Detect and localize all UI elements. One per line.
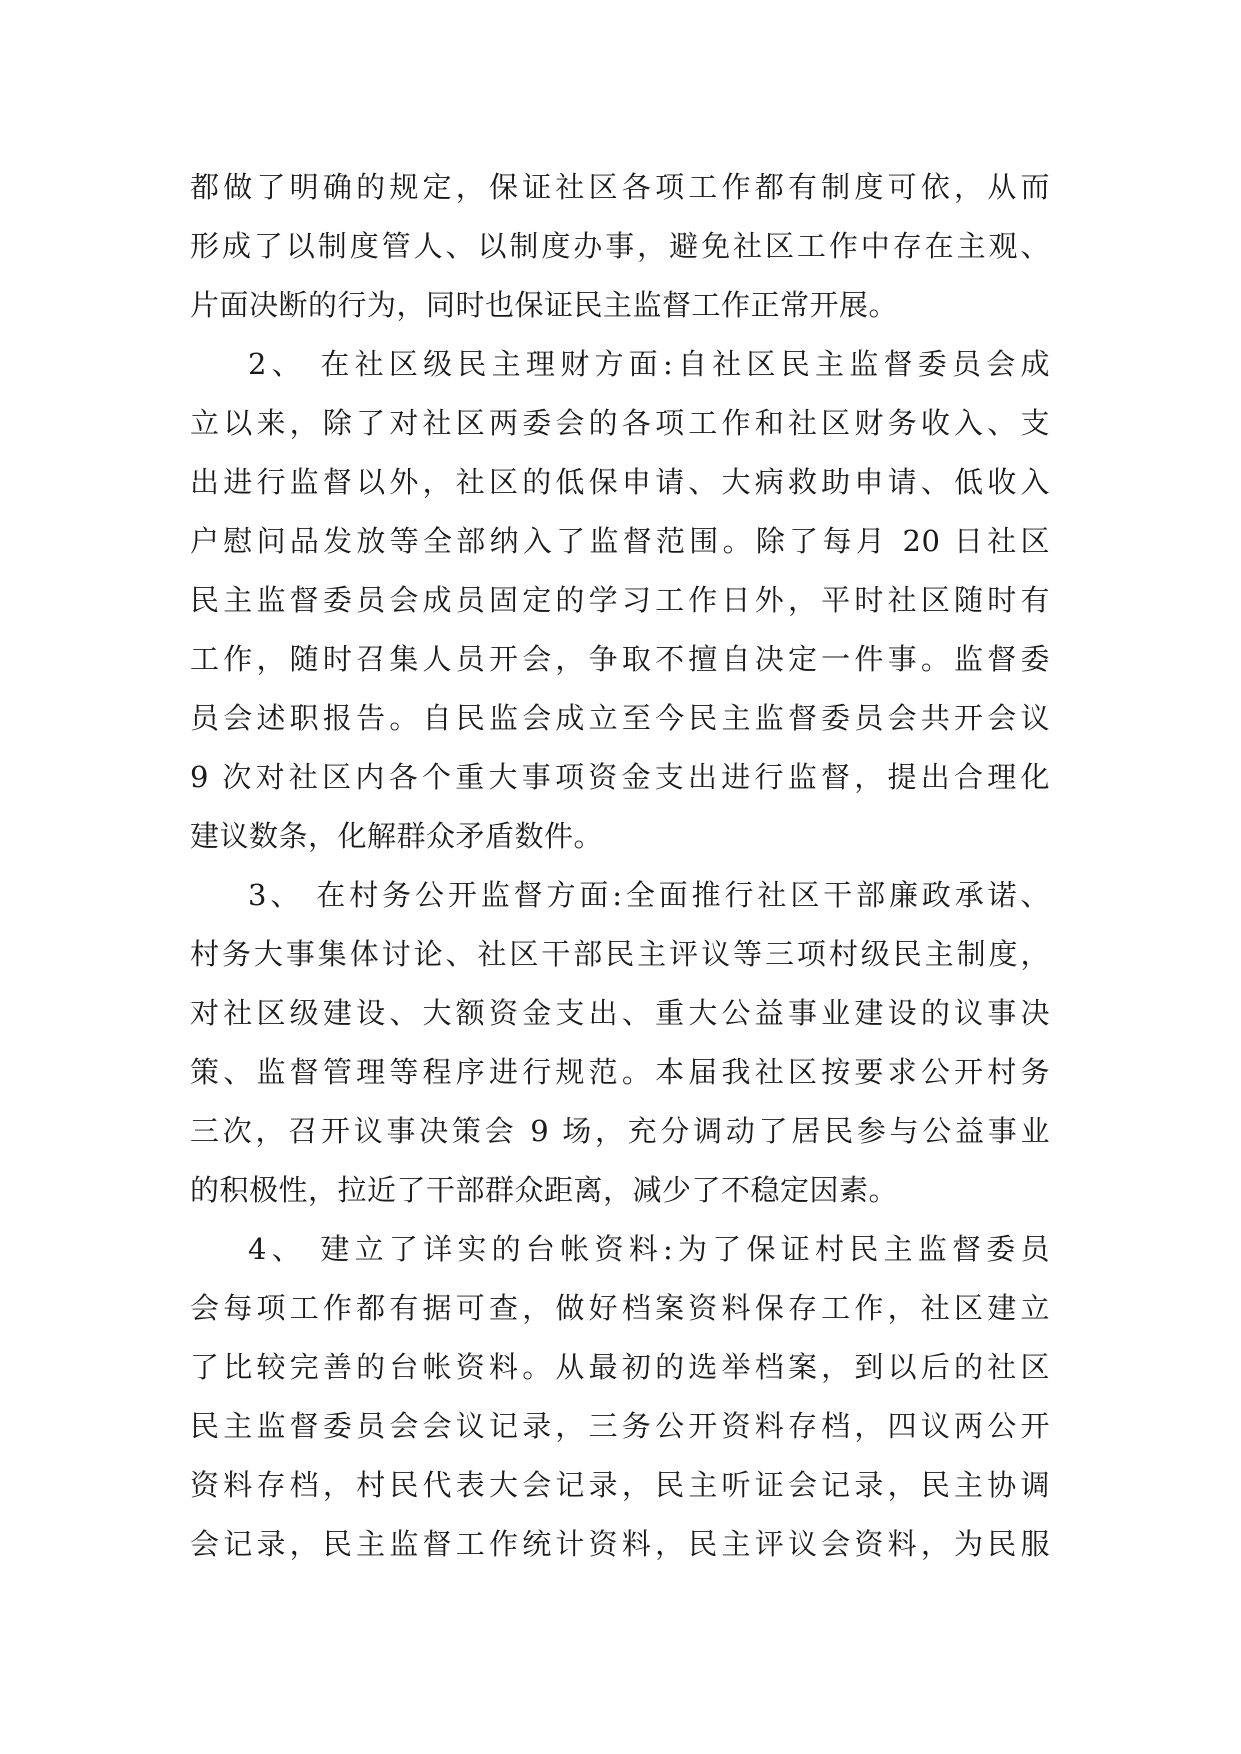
text-line: 对社区级建设、大额资金支出、重大公益事业建设的议事决 xyxy=(190,996,1050,1030)
text-line: 员会述职报告。自民监会成立至今民主监督委员会共开会议 xyxy=(190,701,1050,735)
text-line: 形成了以制度管人、以制度办事，避免社区工作中存在主观、 xyxy=(190,229,1050,263)
text-line: 都做了明确的规定，保证社区各项工作都有制度可依，从而 xyxy=(190,170,1050,204)
text-line: 策、监督管理等程序进行规范。本届我社区按要求公开村务 xyxy=(190,1055,1050,1089)
text-line: 2、 在社区级民主理财方面:自社区民主监督委员会成 xyxy=(248,347,1050,381)
text-line: 3、 在村务公开监督方面:全面推行社区干部廉政承诺、 xyxy=(248,878,1050,912)
text-line: 户慰问品发放等全部纳入了监督范围。除了每月 20 日社区 xyxy=(190,524,1050,558)
text-line: 片面决断的行为，同时也保证民主监督工作正常开展。 xyxy=(190,288,899,322)
text-line: 村务大事集体讨论、社区干部民主评议等三项村级民主制度， xyxy=(190,937,1050,971)
text-line: 民主监督委员会成员固定的学习工作日外，平时社区随时有 xyxy=(190,583,1050,617)
text-line: 4、 建立了详实的台帐资料:为了保证村民主监督委员 xyxy=(248,1232,1050,1266)
text-line: 建议数条，化解群众矛盾数件。 xyxy=(190,819,604,853)
text-line: 了比较完善的台帐资料。从最初的选举档案，到以后的社区 xyxy=(190,1350,1050,1384)
text-line: 会记录，民主监督工作统计资料，民主评议会资料，为民服 xyxy=(190,1527,1050,1561)
text-line: 9 次对社区内各个重大事项资金支出进行监督，提出合理化 xyxy=(190,760,1050,794)
text-line: 立以来，除了对社区两委会的各项工作和社区财务收入、支 xyxy=(190,406,1050,440)
text-line: 出进行监督以外，社区的低保申请、大病救助申请、低收入 xyxy=(190,465,1050,499)
text-line: 工作，随时召集人员开会，争取不擅自决定一件事。监督委 xyxy=(190,642,1050,676)
text-line: 的积极性，拉近了干部群众距离，减少了不稳定因素。 xyxy=(190,1173,899,1207)
text-line: 资料存档，村民代表大会记录，民主听证会记录，民主协调 xyxy=(190,1468,1050,1502)
text-line: 三次，召开议事决策会 9 场，充分调动了居民参与公益事业 xyxy=(190,1114,1050,1148)
text-line: 会每项工作都有据可查，做好档案资料保存工作，社区建立 xyxy=(190,1291,1050,1325)
text-line: 民主监督委员会会议记录，三务公开资料存档，四议两公开 xyxy=(190,1409,1050,1443)
body-text xyxy=(190,158,1050,1574)
